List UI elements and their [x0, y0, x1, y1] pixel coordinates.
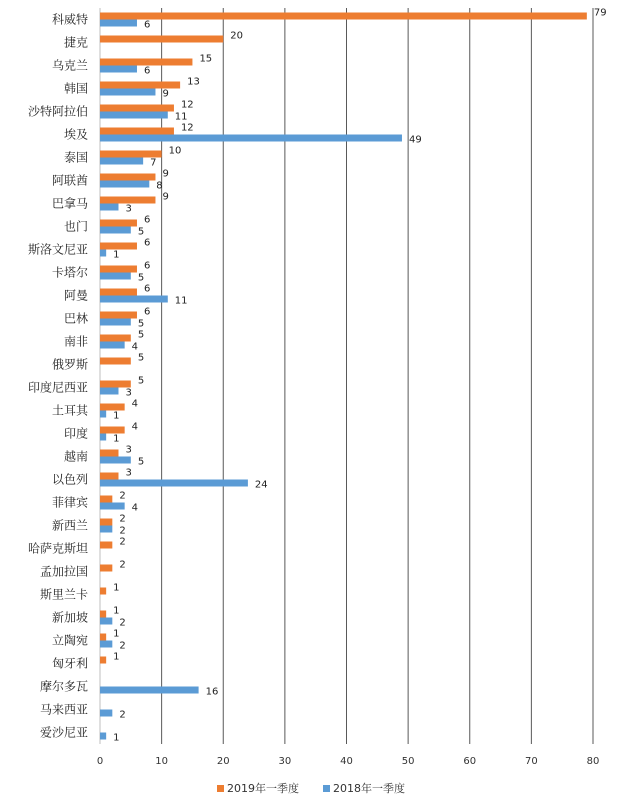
value-labels: [113, 8, 606, 744]
x-tick-label: 30: [278, 756, 292, 767]
bar-2018: [100, 503, 125, 510]
bar-2019: [100, 266, 137, 273]
value-label: 2: [119, 490, 126, 502]
value-label: 6: [143, 237, 151, 249]
value-label: 3: [125, 467, 132, 479]
category-label: 斯里兰卡: [39, 587, 88, 602]
value-label: 6: [143, 19, 151, 31]
category-label: 南非: [63, 334, 88, 349]
value-label: 4: [131, 341, 139, 353]
bar-2018: [100, 434, 106, 441]
legend-label-2018: 2018年一季度: [333, 782, 405, 795]
category-label: 阿联酋: [51, 173, 88, 188]
category-label: 卡塔尔: [51, 265, 88, 280]
category-label: 捷克: [63, 35, 88, 50]
bar-2018: [100, 411, 106, 418]
value-label: 20: [230, 30, 243, 42]
value-label: 1: [113, 732, 120, 744]
bar-2018: [100, 342, 125, 349]
category-label: 土耳其: [51, 403, 88, 418]
value-label: 2: [119, 536, 126, 548]
category-label: 韩国: [63, 81, 88, 96]
category-label: 孟加拉国: [39, 564, 88, 579]
bar-2019: [100, 36, 223, 43]
bar-2018: [100, 250, 106, 257]
value-label: 6: [143, 306, 151, 318]
category-label: 菲律宾: [51, 495, 88, 510]
value-label: 1: [113, 433, 120, 445]
value-label: 9: [162, 168, 169, 180]
bar-2019: [100, 611, 106, 618]
legend-swatch-2018: [323, 785, 330, 792]
bar-2019: [100, 496, 112, 503]
value-label: 8: [156, 180, 163, 192]
bar-2018: [100, 204, 118, 211]
value-label: 2: [119, 559, 126, 571]
value-label: 6: [143, 65, 151, 77]
category-label: 巴林: [63, 311, 88, 326]
value-label: 1: [113, 249, 120, 261]
bar-2018: [100, 296, 168, 303]
bar-2019: [100, 588, 106, 595]
bar-2018: [100, 89, 155, 96]
value-label: 6: [143, 214, 151, 226]
bar-2018: [100, 319, 131, 326]
bar-2019: [100, 519, 112, 526]
bar-2018: [100, 480, 248, 487]
bar-2019: [100, 634, 106, 641]
bar-2019: [100, 473, 118, 480]
category-label: 越南: [63, 449, 88, 464]
legend: [217, 781, 405, 795]
value-label: 2: [119, 709, 126, 721]
category-label: 爱沙尼亚: [39, 725, 88, 740]
value-label: 11: [174, 111, 188, 123]
x-tick-label: 0: [96, 756, 104, 767]
bar-2019: [100, 174, 155, 181]
bar-2018: [100, 687, 199, 694]
x-tick-label: 40: [340, 756, 353, 767]
legend-label-2019: 2019年一季度: [227, 782, 299, 795]
value-label: 5: [137, 375, 145, 387]
category-label: 斯洛文尼亚: [27, 242, 88, 257]
x-tick-label: 50: [401, 756, 415, 767]
bar-2019: [100, 427, 125, 434]
category-label: 沙特阿拉伯: [27, 104, 88, 119]
bar-2018: [100, 158, 143, 165]
bar-2018: [100, 112, 168, 119]
bar-2019: [100, 542, 112, 549]
category-label: 新加坡: [51, 610, 88, 625]
bar-2018: [100, 618, 112, 625]
value-label: 4: [131, 502, 139, 514]
value-label: 5: [137, 352, 145, 364]
x-tick-label: 60: [463, 756, 477, 767]
value-label: 1: [113, 582, 120, 594]
category-label: 也门: [63, 219, 88, 234]
value-label: 2: [119, 617, 126, 629]
bar-2018: [100, 227, 131, 234]
value-label: 1: [113, 651, 120, 663]
value-label: 5: [137, 318, 145, 330]
x-tick-label: 20: [216, 756, 230, 767]
bar-2019: [100, 197, 155, 204]
category-label: 哈萨克斯坦: [27, 541, 88, 556]
category-label: 乌克兰: [51, 58, 88, 73]
value-label: 9: [162, 88, 169, 100]
x-tick-label: 10: [155, 756, 168, 767]
bar-2019: [100, 358, 131, 365]
value-label: 5: [137, 456, 145, 468]
bar-2019: [100, 381, 131, 388]
value-label: 49: [408, 134, 422, 146]
value-label: 5: [137, 329, 145, 341]
bar-2018: [100, 710, 112, 717]
value-label: 16: [205, 686, 219, 698]
bar-2019: [100, 13, 587, 20]
value-label: 4: [131, 398, 139, 410]
bar-2019: [100, 220, 137, 227]
category-label: 印度尼西亚: [27, 380, 88, 395]
value-label: 15: [199, 53, 213, 65]
bar-2019: [100, 128, 174, 135]
category-label: 摩尔多瓦: [39, 679, 88, 694]
value-label: 1: [113, 628, 120, 640]
value-label: 3: [125, 203, 132, 215]
value-label: 24: [254, 479, 268, 491]
value-label: 4: [131, 421, 139, 433]
x-axis-ticks: [97, 756, 600, 767]
value-label: 2: [119, 513, 126, 525]
value-label: 10: [168, 145, 182, 157]
bar-2019: [100, 404, 125, 411]
category-label: 以色列: [51, 472, 88, 487]
bar-2018: [100, 526, 112, 533]
bar-2018: [100, 457, 131, 464]
category-label: 马来西亚: [39, 702, 88, 717]
bar-2019: [100, 450, 118, 457]
category-label: 印度: [63, 426, 88, 441]
category-label: 俄罗斯: [51, 357, 88, 372]
bar-2018: [100, 20, 137, 27]
category-label: 阿曼: [63, 288, 88, 303]
value-label: 3: [125, 387, 132, 399]
value-label: 13: [187, 76, 200, 88]
bar-2018: [100, 181, 149, 188]
bar-2019: [100, 105, 174, 112]
bar-2018: [100, 66, 137, 73]
bar-2018: [100, 135, 402, 142]
x-tick-label: 70: [525, 756, 538, 767]
value-label: 6: [143, 283, 151, 295]
category-label: 新西兰: [51, 518, 88, 533]
bar-2018: [100, 273, 131, 280]
value-label: 9: [162, 191, 169, 203]
category-label: 埃及: [63, 127, 88, 142]
value-label: 79: [593, 7, 607, 19]
category-label: 立陶宛: [51, 633, 88, 648]
bar-2018: [100, 641, 112, 648]
category-label: 巴拿马: [51, 196, 88, 211]
bar-2019: [100, 312, 137, 319]
value-label: 6: [143, 260, 151, 272]
legend-swatch-2019: [217, 785, 224, 792]
category-label: 匈牙利: [51, 656, 88, 671]
value-label: 5: [137, 272, 145, 284]
value-label: 2: [119, 525, 126, 537]
x-tick-label: 80: [586, 756, 600, 767]
bars: [100, 13, 587, 740]
category-label: 泰国: [63, 150, 88, 165]
bar-2018: [100, 388, 118, 395]
bar-2019: [100, 243, 137, 250]
bar-2019: [100, 151, 162, 158]
bar-2019: [100, 565, 112, 572]
bar-2019: [100, 335, 131, 342]
value-label: 3: [125, 444, 132, 456]
category-labels: [28, 12, 89, 740]
value-label: 12: [180, 122, 194, 134]
bar-2019: [100, 657, 106, 664]
value-label: 1: [113, 410, 120, 422]
bar-2018: [100, 733, 106, 740]
bar-2019: [100, 82, 180, 89]
bar-2019: [100, 289, 137, 296]
value-label: 11: [174, 295, 188, 307]
category-label: 科威特: [51, 12, 88, 27]
value-label: 1: [113, 605, 120, 617]
value-label: 7: [150, 157, 157, 169]
value-label: 12: [180, 99, 194, 111]
bar-2019: [100, 59, 192, 66]
value-label: 5: [137, 226, 145, 238]
value-label: 2: [119, 640, 126, 652]
